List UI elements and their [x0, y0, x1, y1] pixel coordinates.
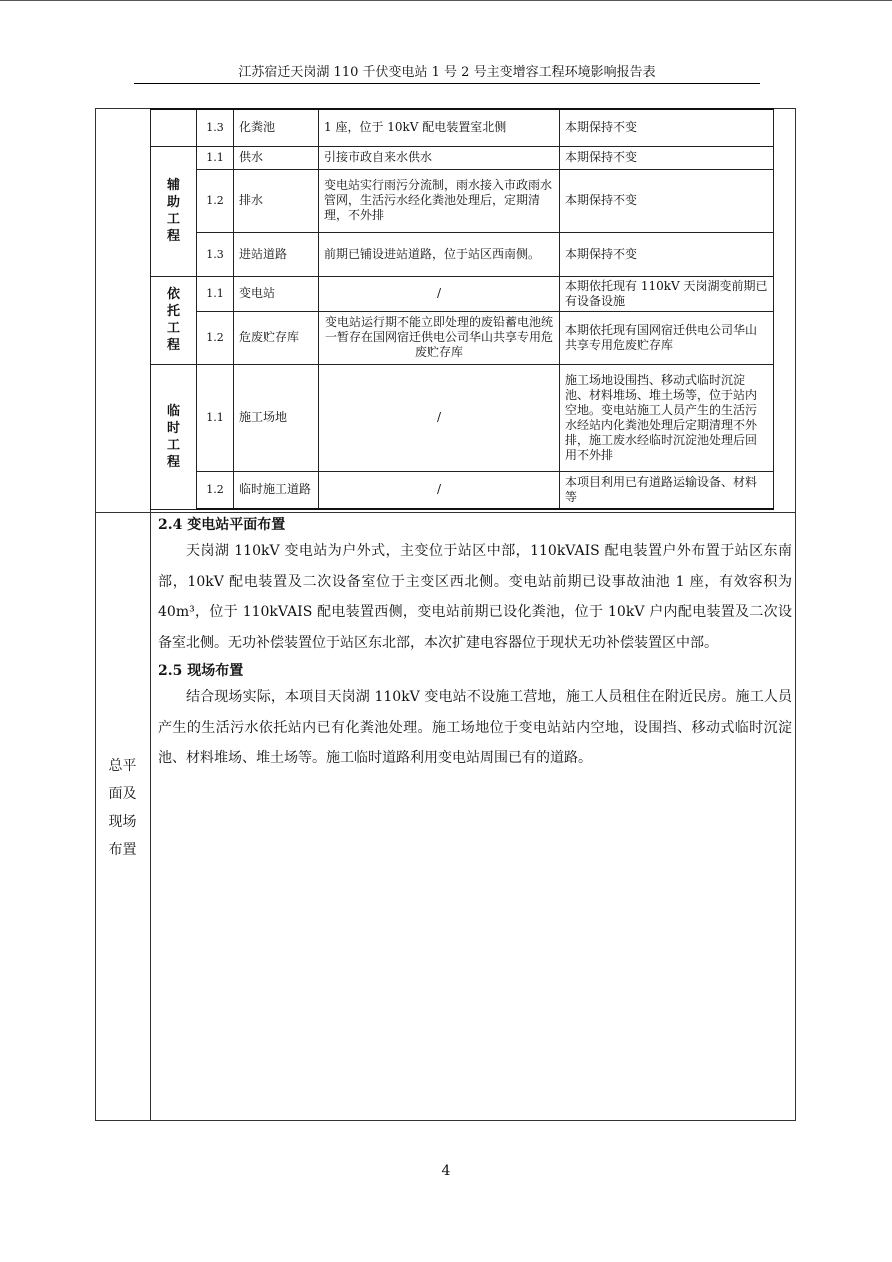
item-remark: 本期依托现有 110kV 天岗湖变前期已有设备设施	[560, 276, 774, 311]
page-header-title: 江苏宿迁天岗湖 110 千伏变电站 1 号 2 号主变增容工程环境影响报告表	[238, 65, 656, 80]
table-row	[151, 232, 774, 276]
item-name: 临时施工道路	[234, 471, 319, 509]
item-no: 1.2	[197, 169, 234, 232]
page-number: 4	[441, 1163, 451, 1179]
item-content: 变电站运行期不能立即处理的废铅蓄电池统一暂存在国网宿迁供电公司华山共享专用危废贮存库	[319, 311, 560, 364]
section-body: 结合现场实际，本项目天岗湖 110kV 变电站不设施工营地，施工人员租住在附近民房。施工人员产生的生活污水依托站内已有化粪池处理。施工场地位于变电站站内空地，设围挡、移动式临时沉淀池、材料堆场、堆土场等。施工临时道路利用变电站周围已有的道路。	[158, 689, 792, 766]
item-no: 1.1	[197, 146, 234, 169]
section-title: 2.5 现场布置	[158, 663, 244, 679]
item-remark: 本期依托现有国网宿迁供电公司华山共享专用危废贮存库	[560, 311, 774, 364]
item-no: 1.1	[197, 276, 234, 311]
table-row	[151, 109, 774, 146]
section-body: 天岗湖 110kV 变电站为户外式，主变位于站区中部，110kVAIS 配电装置户外布置于站区东南部，10kV 配电装置及二次设备室位于主变区西北侧。变电站前期已设事故油池 1 座，有效容积为 40m³，位于 110kVAIS 配电装置西侧，变电站前期已设化粪池，位于 10kV 户内配电装置及二次设备室北侧。无功补偿装置位于站区东北部，本次扩建电容器位于现状无功补偿装置区中部。	[158, 543, 792, 651]
project-composition-table	[150, 108, 774, 510]
item-no: 1.2	[197, 471, 234, 509]
item-name: 变电站	[234, 276, 319, 311]
item-no: 1.3	[197, 109, 234, 146]
item-remark: 本期保持不变	[560, 109, 774, 146]
item-remark: 本期保持不变	[560, 169, 774, 232]
item-content: /	[319, 364, 560, 471]
table-row	[151, 146, 774, 169]
item-remark: 本期保持不变	[560, 232, 774, 276]
item-name: 危废贮存库	[234, 311, 319, 364]
table-row	[151, 311, 774, 364]
group-label-supporting: 依 托 工 程	[151, 276, 197, 364]
section-title: 2.4 变电站平面布置	[158, 517, 286, 533]
item-remark: 本期保持不变	[560, 146, 774, 169]
header-rule	[134, 83, 760, 84]
item-content: 前期已铺设进站道路，位于站区西南侧。	[319, 232, 560, 276]
item-content: /	[319, 471, 560, 509]
group-label-temporary: 临 时 工 程	[151, 364, 197, 509]
table-row	[151, 276, 774, 311]
group-label-auxiliary: 辅 助 工 程	[151, 146, 197, 276]
item-content: 变电站实行雨污分流制，雨水接入市政雨水管网，生活污水经化粪池处理后，定期清理，不外排	[319, 169, 560, 232]
item-name: 进站道路	[234, 232, 319, 276]
table-row	[151, 471, 774, 509]
item-no: 1.3	[197, 232, 234, 276]
item-content: 1 座，位于 10kV 配电装置室北侧	[319, 109, 560, 146]
item-no: 1.2	[197, 311, 234, 364]
item-remark: 施工场地设围挡、移动式临时沉淀池、材料堆场、堆土场等，位于站内空地。变电站施工人员产生的生活污水经站内化粪池处理后定期清理不外排，施工废水经临时沉淀池处理后回用不外排	[560, 364, 774, 471]
page-top-border	[0, 0, 892, 1]
layout-description	[158, 512, 792, 774]
item-name: 供水	[234, 146, 319, 169]
item-name: 施工场地	[234, 364, 319, 471]
group-cell-empty	[151, 109, 197, 146]
table-row	[151, 169, 774, 232]
item-content: 引接市政自来水供水	[319, 146, 560, 169]
table-row	[151, 364, 774, 471]
item-name: 排水	[234, 169, 319, 232]
item-remark: 本项目利用已有道路运输设备、材料等	[560, 471, 774, 509]
item-name: 化粪池	[234, 109, 319, 146]
item-no: 1.1	[197, 364, 234, 471]
item-content: /	[319, 276, 560, 311]
section-label-layout: 总平 面及 现场 布置	[108, 758, 137, 858]
